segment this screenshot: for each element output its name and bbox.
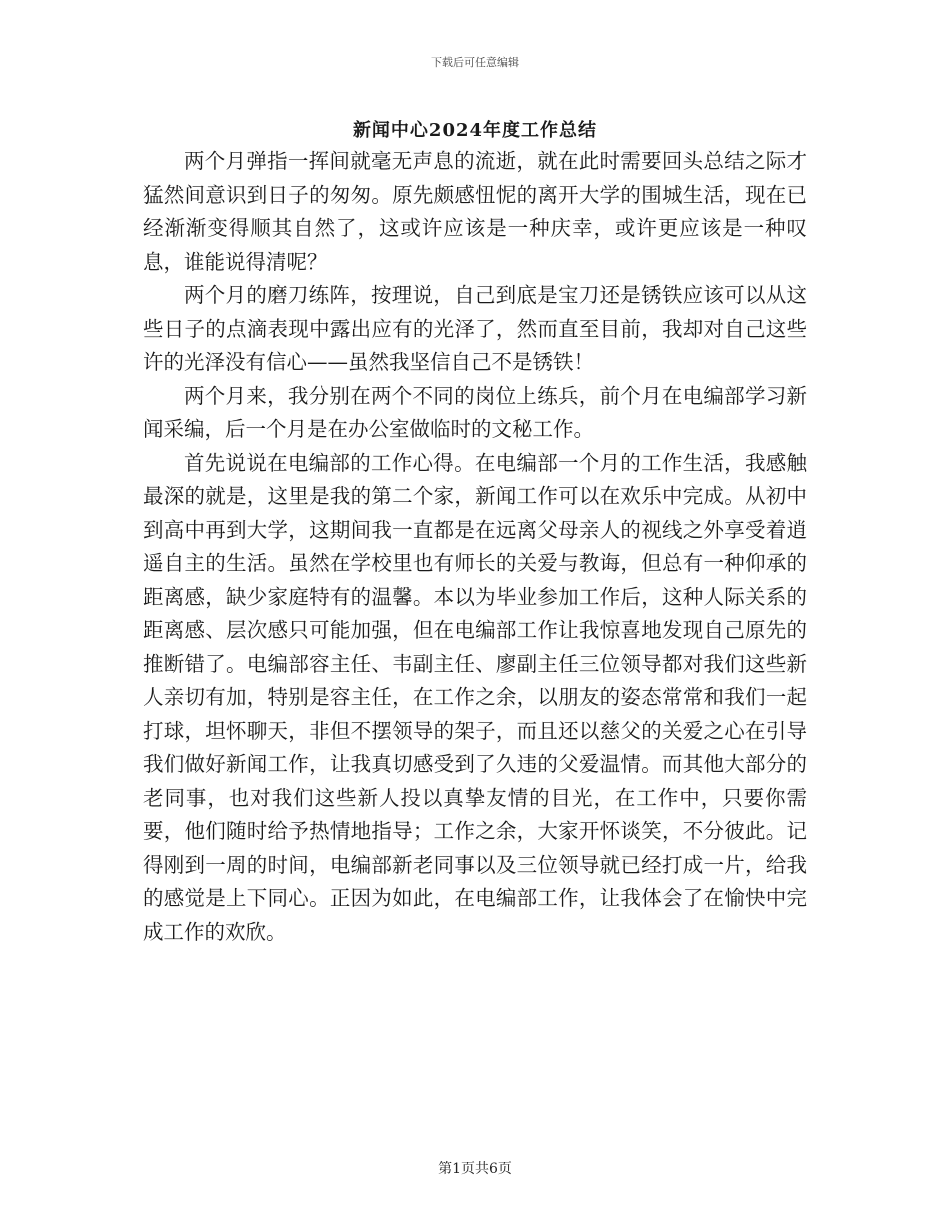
paragraph-2: 两个月的磨刀练阵，按理说，自己到底是宝刀还是锈铁应该可以从这些日子的点滴表现中露出应有的光泽了，然而直至目前，我却对自己这些许的光泽没有信心——虽然我坚信自己不是锈铁！ bbox=[143, 283, 807, 374]
document-body bbox=[143, 145, 807, 949]
paragraph-1: 两个月弹指一挥间就毫无声息的流逝，就在此时需要回头总结之际才猛然间意识到日子的匆匆。原先颇感忸怩的离开大学的围城生活，现在已经渐渐变得顺其自然了，这或许应该是一种庆幸，或许更应该是一种叹息，谁能说得清呢？ bbox=[143, 149, 807, 274]
paragraph-3: 两个月来，我分别在两个不同的岗位上练兵，前个月在电编部学习新闻采编，后一个月是在办公室做临时的文秘工作。 bbox=[143, 383, 807, 441]
page-number-footer: 第1页共6页 bbox=[438, 1161, 512, 1177]
document-title: 新闻中心2024年度工作总结 bbox=[352, 120, 598, 141]
header-note: 下载后可任意编辑 bbox=[431, 56, 519, 69]
paragraph-4: 首先说说在电编部的工作心得。在电编部一个月的工作生活，我感触最深的就是，这里是我的第二个家，新闻工作可以在欢乐中完成。从初中到高中再到大学，这期间我一直都是在远离父母亲人的视线之外享受着逍遥自主的生活。虽然在学校里也有师长的关爱与教诲，但总有一种仰承的距离感，缺少家庭特有的温馨。本以为毕业参加工作后，这种人际关系的距离感、层次感只可能加强，但在电编部工作让我惊喜地发现自己原先的推断错了。电编部容主任、韦副主任、廖副主任三位领导都对我们这些新人亲切有加，特别是容主任，在工作之余，以朋友的姿态常常和我们一起打球，坦怀聊天，非但不摆领导的架子，而且还以慈父的关爱之心在引导我们做好新闻工作，让我真切感受到了久违的父爱温情。而其他大部分的老同事，也对我们这些新人投以真挚友情的目光，在工作中，只要你需要，他们随时给予热情地指导；工作之余，大家开怀谈笑，不分彼此。记得刚到一周的时间，电编部新老同事以及三位领导就已经打成一片，给我的感觉是上下同心。正因为如此，在电编部工作，让我体会了在愉快中完成工作的欢欣。 bbox=[143, 450, 807, 944]
